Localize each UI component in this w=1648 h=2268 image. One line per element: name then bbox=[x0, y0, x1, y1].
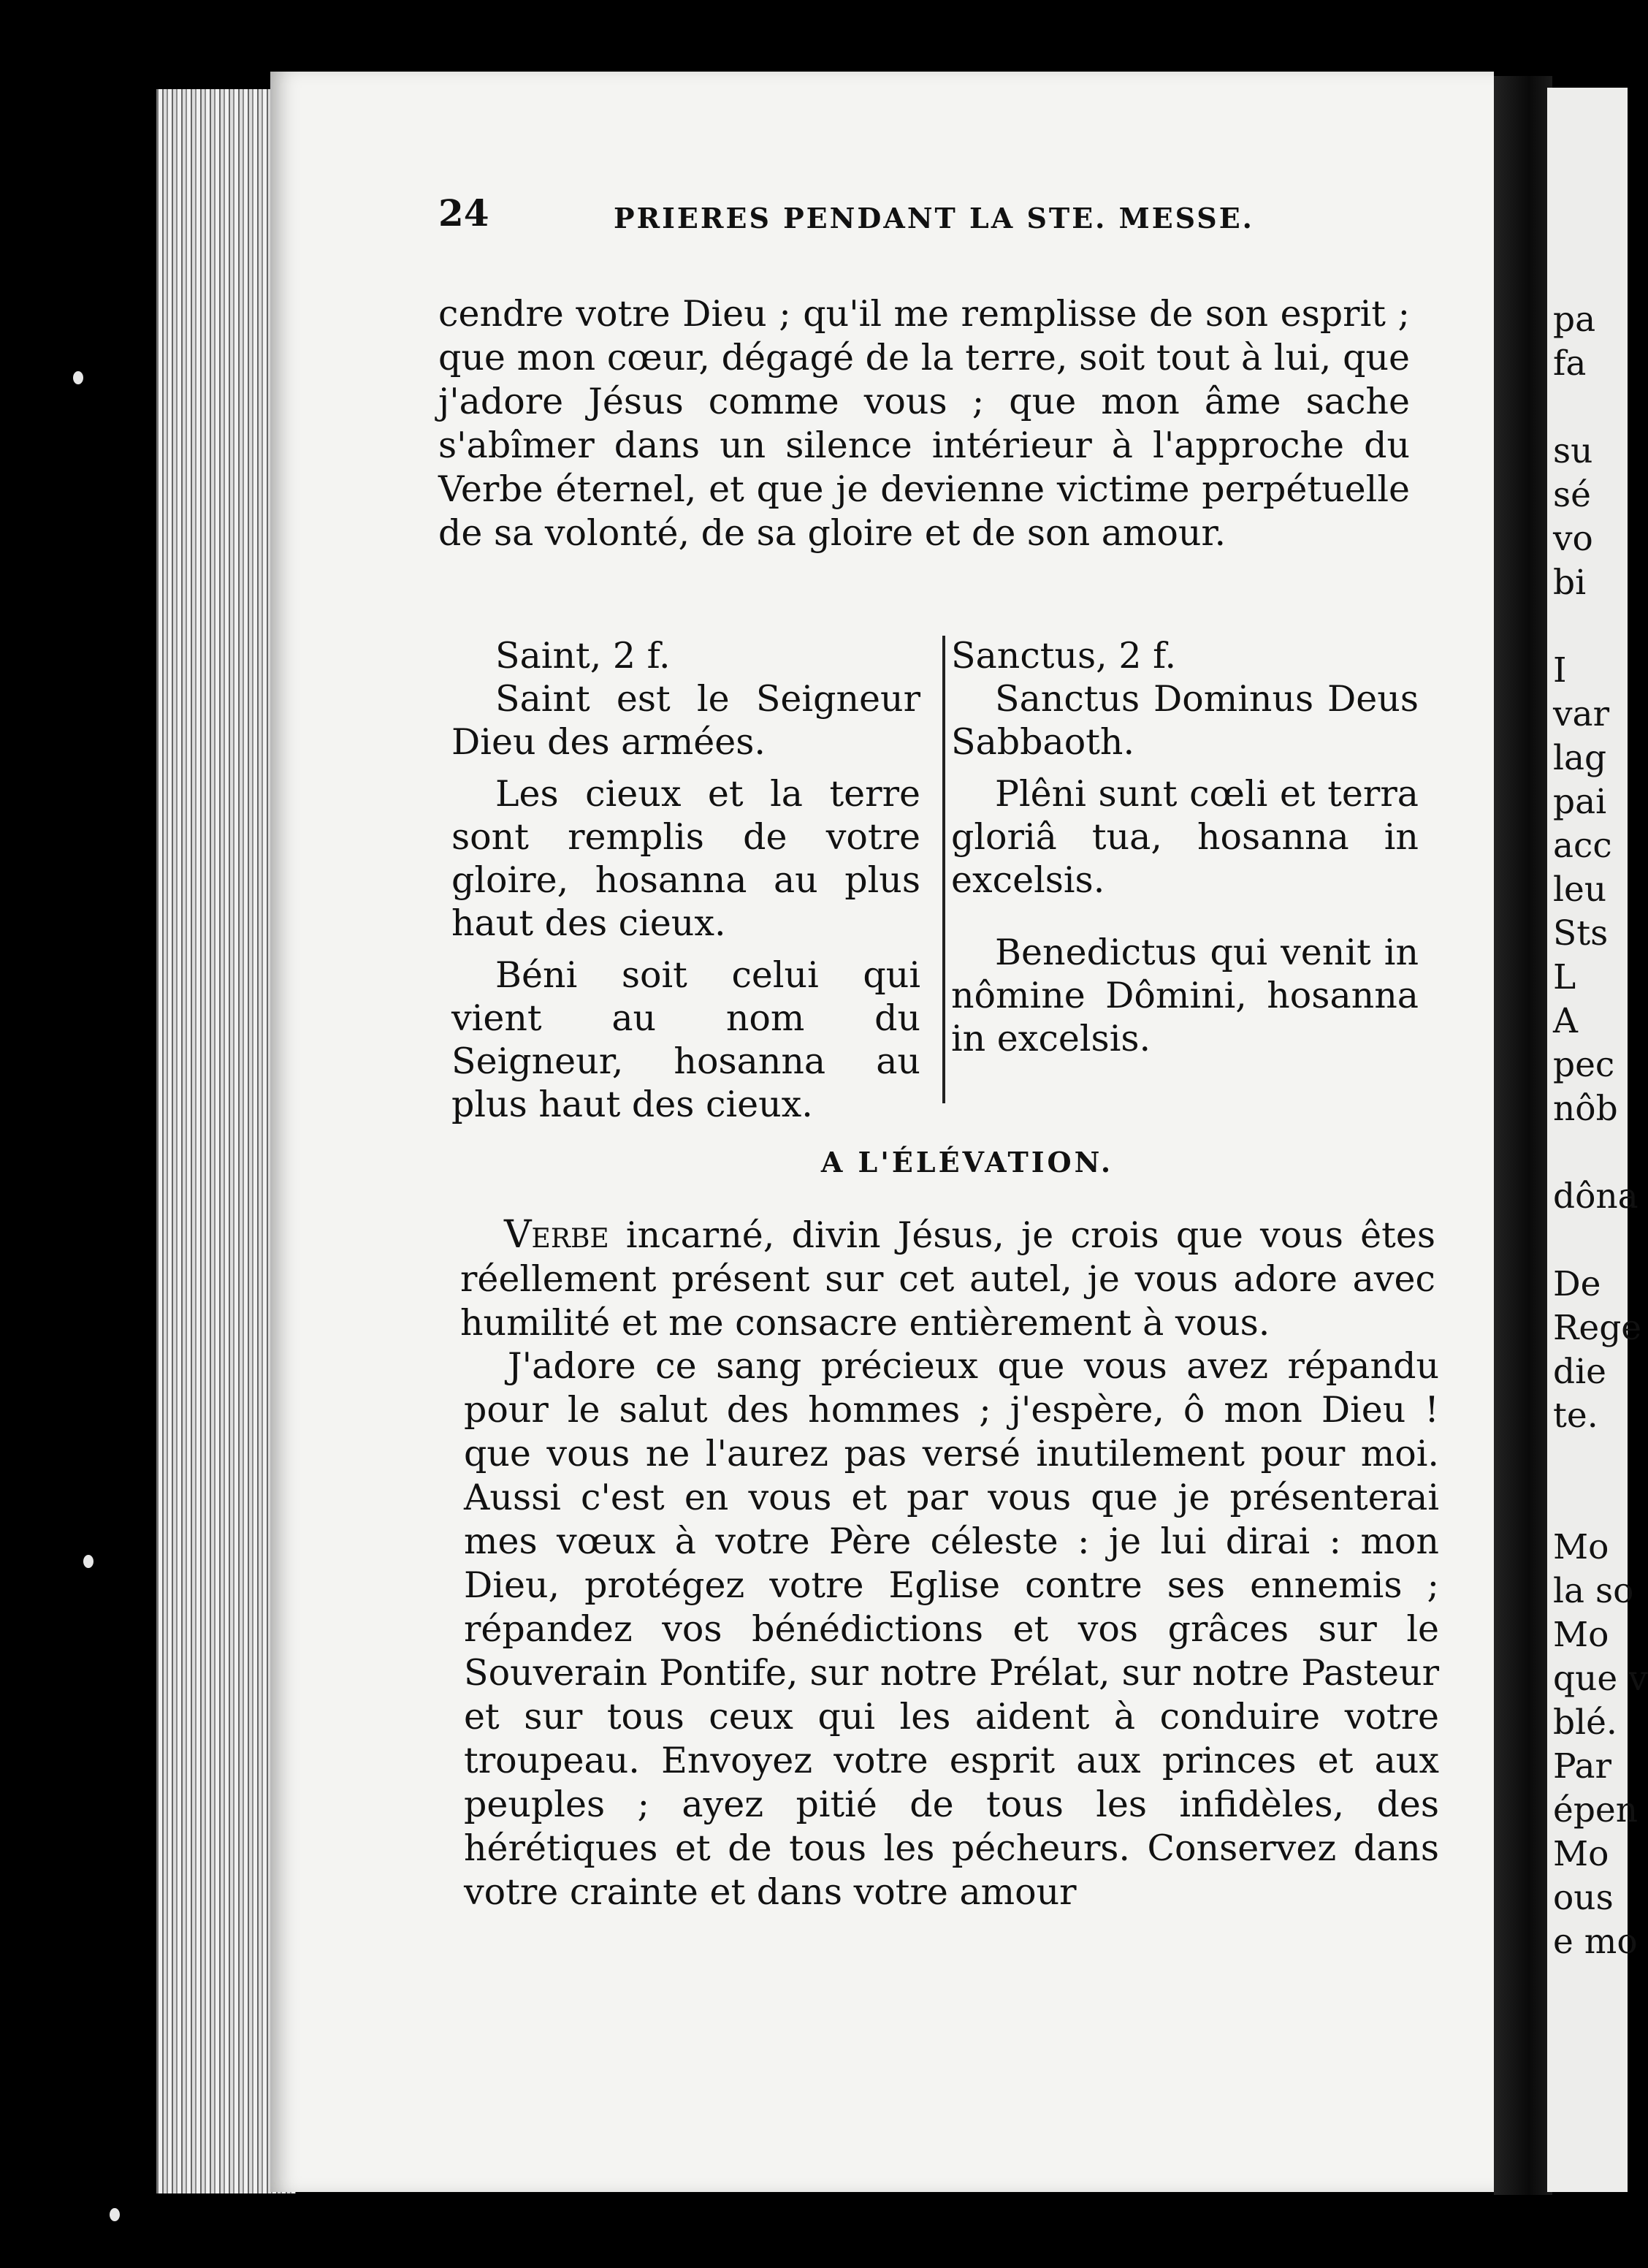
facing-page-text: vo bbox=[1553, 519, 1593, 559]
facing-page-text: leu bbox=[1553, 869, 1607, 910]
french-verse: Les cieux et la terre sont remplis de votre gloire, hosanna au plus haut des cieux. bbox=[451, 773, 920, 944]
facing-page-text: Sts bbox=[1553, 913, 1609, 954]
page-number: 24 bbox=[438, 191, 489, 235]
facing-page-text: L bbox=[1553, 957, 1576, 997]
facing-page-text: pec bbox=[1553, 1045, 1615, 1085]
elevation-paragraph-2: J'adore ce sang précieux que vous avez répandu pour le salut des hommes ; j'espère, ô mon Dieu ! que vous ne l'aurez pas versé inutilement pour moi. Aussi c'est en vous et par vous que je présenterai mes vœux à votre Père céleste : je lui dirai : mon Dieu, protégez votre Eglise contre ses ennemis ; répandez vos bénédictions et vos grâces sur le Souverain Pontife, sur notre Prélat, sur notre Pasteur et sur tous ceux qui les aident à conduire votre troupeau. Envoyez votre esprit aux princes et aux peuples ; ayez pitié de tous les infidèles, des hérétiques et de tous les pécheurs. Conservez dans votre crainte et dans votre amour bbox=[464, 1345, 1439, 1913]
facing-page-text: fa bbox=[1553, 343, 1587, 384]
running-title: PRIERES PENDANT LA STE. MESSE. bbox=[614, 202, 1254, 235]
facing-page-text: var bbox=[1553, 694, 1610, 734]
latin-verse: Plêni sunt cœli et terra gloriâ tua, hosanna in excelsis. bbox=[951, 773, 1419, 901]
french-heading: Saint, 2 f. bbox=[495, 635, 671, 677]
facing-page-text: la so bbox=[1553, 1571, 1634, 1611]
paragraph-text: incarné, divin Jésus, je crois que vous êtes réellement présent sur cet autel, je vous adore avec humilité et me consacre entièrement à vous. bbox=[460, 1214, 1435, 1344]
facing-page-text: sé bbox=[1553, 475, 1591, 515]
facing-page-text: Mo bbox=[1553, 1834, 1609, 1874]
facing-page-text: A bbox=[1553, 1001, 1578, 1041]
facing-page-text: Rege bbox=[1553, 1308, 1642, 1348]
facing-page-fragment bbox=[1547, 88, 1648, 2192]
facing-page-text: bi bbox=[1553, 563, 1587, 603]
section-heading: A L'ÉLÉVATION. bbox=[820, 1146, 1114, 1179]
latin-heading: Sanctus, 2 f. bbox=[951, 635, 1177, 677]
latin-verse: Benedictus qui venit in nômine Dômini, hosanna in excelsis. bbox=[951, 932, 1419, 1059]
facing-page-text: su bbox=[1553, 431, 1593, 471]
french-verse: Béni soit celui qui vient au nom du Seigneur, hosanna au plus haut des cieux. bbox=[451, 954, 920, 1125]
facing-page-text: De bbox=[1553, 1264, 1601, 1304]
facing-page-text: die bbox=[1553, 1352, 1606, 1392]
facing-page-text: blé. bbox=[1553, 1702, 1617, 1743]
facing-page-text: Mo bbox=[1553, 1615, 1609, 1655]
scan-speck bbox=[83, 1555, 94, 1568]
opening-word: Verbe bbox=[504, 1213, 609, 1257]
facing-page-text: nôb bbox=[1553, 1089, 1618, 1129]
latin-column bbox=[951, 634, 1419, 1060]
facing-page-text: lag bbox=[1553, 738, 1607, 778]
column-divider bbox=[942, 636, 945, 1103]
french-column bbox=[451, 634, 920, 1126]
elevation-paragraph-1 bbox=[460, 1213, 1435, 1345]
facing-page-text: te. bbox=[1553, 1396, 1598, 1436]
intro-paragraph: cendre votre Dieu ; qu'il me remplisse de son esprit ; que mon cœur, dégagé de la terre, soit tout à lui, que j'adore Jésus comme vous ; que mon âme sache s'abîmer dans un silence intérieur à l'approche du Verbe éternel, et que je devienne victime perpétuelle de sa volonté, de sa gloire et de son amour. bbox=[438, 293, 1410, 554]
facing-page-text: ous bbox=[1553, 1878, 1614, 1918]
facing-page-text: épen bbox=[1553, 1790, 1638, 1830]
latin-verse: Sanctus Dominus Deus Sabbaoth. bbox=[951, 678, 1419, 763]
facing-page-text: I bbox=[1553, 650, 1567, 690]
facing-page-text: dôna bbox=[1553, 1176, 1639, 1217]
book-gutter bbox=[1494, 76, 1552, 2195]
scan-speck bbox=[73, 371, 83, 384]
facing-page-text: pai bbox=[1553, 782, 1607, 822]
facing-page-text: que v bbox=[1553, 1659, 1648, 1699]
facing-page-text: e mo bbox=[1553, 1922, 1638, 1962]
facing-page-text: acc bbox=[1553, 826, 1612, 866]
facing-page-text: Par bbox=[1553, 1746, 1612, 1786]
scan-speck bbox=[110, 2208, 120, 2221]
facing-page-text: Mo bbox=[1553, 1527, 1609, 1567]
facing-page-text: pa bbox=[1553, 300, 1596, 340]
french-verse: Saint est le Seigneur Dieu des armées. bbox=[451, 678, 920, 763]
